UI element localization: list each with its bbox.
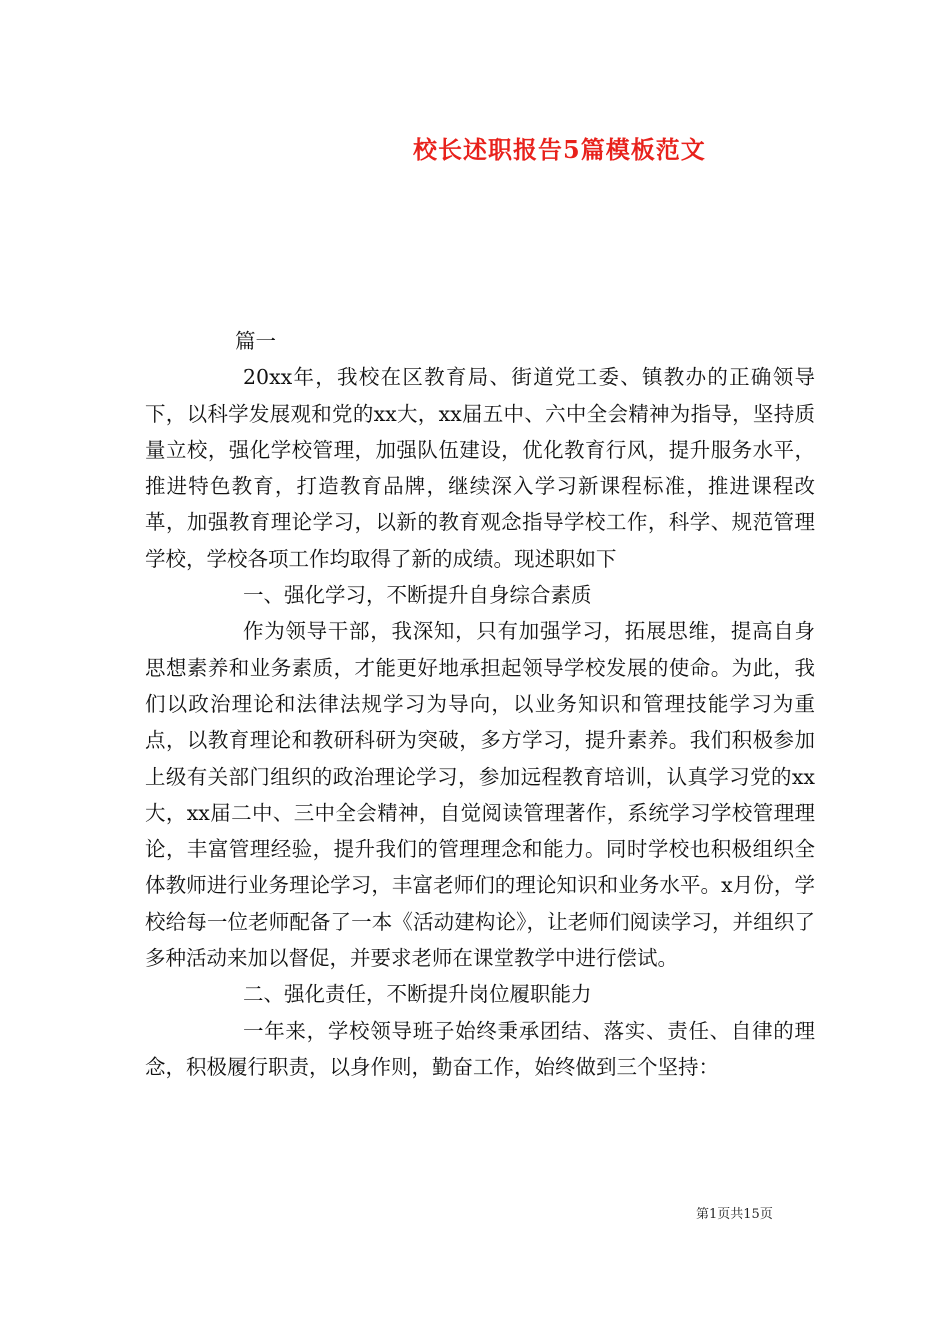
document-body <box>145 323 815 1085</box>
page-footer: 第1页共15页 <box>696 1207 773 1222</box>
document-title: 校长述职报告5篇模板范文 <box>413 135 706 164</box>
section-heading-2: 二、强化责任，不断提升岗位履职能力 <box>243 982 592 1007</box>
section-heading-1: 一、强化学习，不断提升自身综合素质 <box>243 583 592 608</box>
section-label: 篇一 <box>235 329 276 353</box>
intro-paragraph: 20xx年，我校在区教育局、街道党工委、镇教办的正确领导下，以科学发展观和党的xx大，xx届五中、六中全会精神为指导，坚持质量立校，强化学校管理，加强队伍建设，优化教育行风，提升服务水平，推进特色教育，打造教育品牌，继续深入学习新课程标准，推进课程改革，加强教育理论学习，以新的教育观念指导学校工作，科学、规范管理学校，学校各项工作均取得了新的成绩。现述职如下 <box>145 365 815 571</box>
paragraph-2: 一年来，学校领导班子始终秉承团结、落实、责任、自律的理念，积极履行职责，以身作则，勤奋工作，始终做到三个坚持： <box>145 1018 815 1079</box>
paragraph-1: 作为领导干部，我深知，只有加强学习，拓展思维，提高自身思想素养和业务素质，才能更好地承担起领导学校发展的使命。为此，我们以政治理论和法律法规学习为导向，以业务知识和管理技能学习为重点，以教育理论和教研科研为突破，多方学习，提升素养。我们积极参加上级有关部门组织的政治理论学习，参加远程教育培训，认真学习党的xx大，xx届二中、三中全会精神，自觉阅读管理著作，系统学习学校管理理论，丰富管理经验，提升我们的管理理念和能力。同时学校也积极组织全体教师进行业务理论学习，丰富老师们的理论知识和业务水平。x月份，学校给每一位老师配备了一本《活动建构论》，让老师们阅读学习，并组织了多种活动来加以督促，并要求老师在课堂教学中进行偿试。 <box>145 619 815 971</box>
